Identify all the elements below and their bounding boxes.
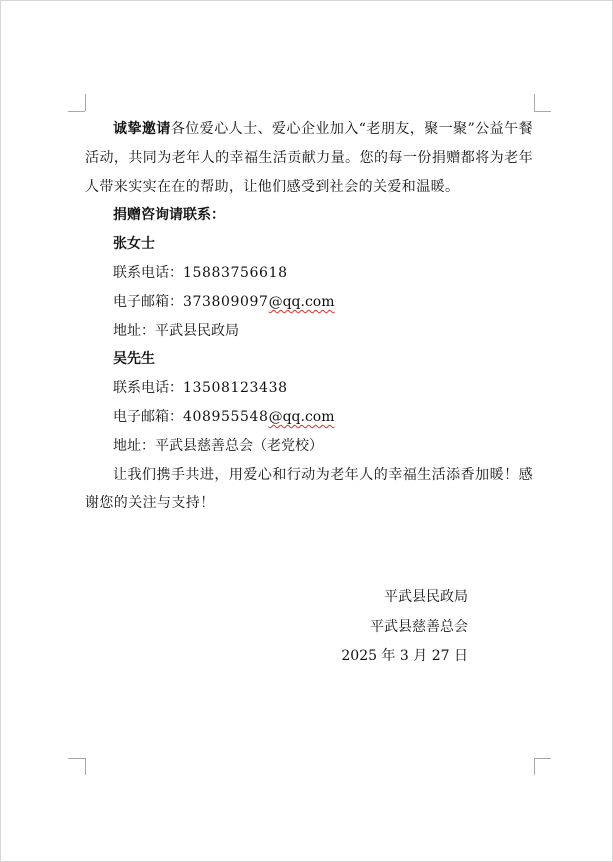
- letter-body: [85, 115, 533, 518]
- contact-phone-line: [85, 374, 533, 403]
- email-domain: @qq.com: [268, 408, 335, 425]
- address-value: 平武县慈善总会（老党校）: [155, 437, 323, 454]
- signoff-date: 2025 年 3 月 27 日: [341, 648, 468, 664]
- email-label: 电子邮箱：: [113, 408, 183, 425]
- address-label: 地址：: [113, 437, 155, 454]
- signoff-block: [301, 583, 468, 672]
- closing-paragraph: 让我们携手共进，用爱心和行动为老年人的幸福生活添香加暖！感谢您的关注与支持！: [85, 466, 533, 512]
- contact-email-line: [85, 403, 533, 432]
- email-label: 电子邮箱：: [113, 293, 183, 310]
- contact-address-line: [85, 317, 533, 346]
- contact-phone-line: [85, 259, 533, 288]
- email-domain: @qq.com: [268, 293, 335, 310]
- crop-mark-bottom-left-h: [68, 758, 85, 759]
- contact-name: 张女士: [113, 236, 155, 253]
- contact-name: 吴先生: [113, 351, 155, 368]
- signoff-org-civil-affairs: 平武县民政局: [384, 589, 468, 605]
- phone-label: 联系电话：: [113, 264, 183, 281]
- crop-mark-top-left-h: [68, 111, 85, 112]
- phone-label: 联系电话：: [113, 380, 183, 397]
- intro-lead: 诚挚邀请: [113, 121, 171, 137]
- phone-number: 13508123438: [183, 380, 288, 397]
- crop-mark-top-right-v: [534, 94, 535, 111]
- crop-mark-top-right-h: [534, 111, 551, 112]
- address-label: 地址：: [113, 322, 155, 339]
- phone-number: 15883756618: [183, 264, 288, 281]
- contact-heading: 捐赠咨询请联系：: [113, 207, 225, 224]
- email-user: 408955548: [183, 408, 269, 425]
- intro-text: 各位爱心人士、爱心企业加入“老朋友，聚一聚”公益午餐活动，共同为老年人的幸福生活贡献力量。您的每一份捐赠都将为老年人带来实实在在的帮助，让他们感受到社会的关爱和温暖。: [85, 121, 533, 195]
- crop-mark-bottom-right-h: [534, 758, 551, 759]
- contact-email-line: [85, 288, 533, 317]
- crop-mark-bottom-left-v: [85, 758, 86, 775]
- email-user: 373809097: [183, 293, 269, 310]
- address-value: 平武县民政局: [155, 322, 239, 339]
- crop-mark-top-left-v: [85, 94, 86, 111]
- intro-paragraph: [85, 115, 533, 201]
- crop-mark-bottom-right-v: [534, 758, 535, 775]
- signoff-org-charity: 平武县慈善总会: [370, 618, 468, 635]
- contact-address-line: [85, 432, 533, 461]
